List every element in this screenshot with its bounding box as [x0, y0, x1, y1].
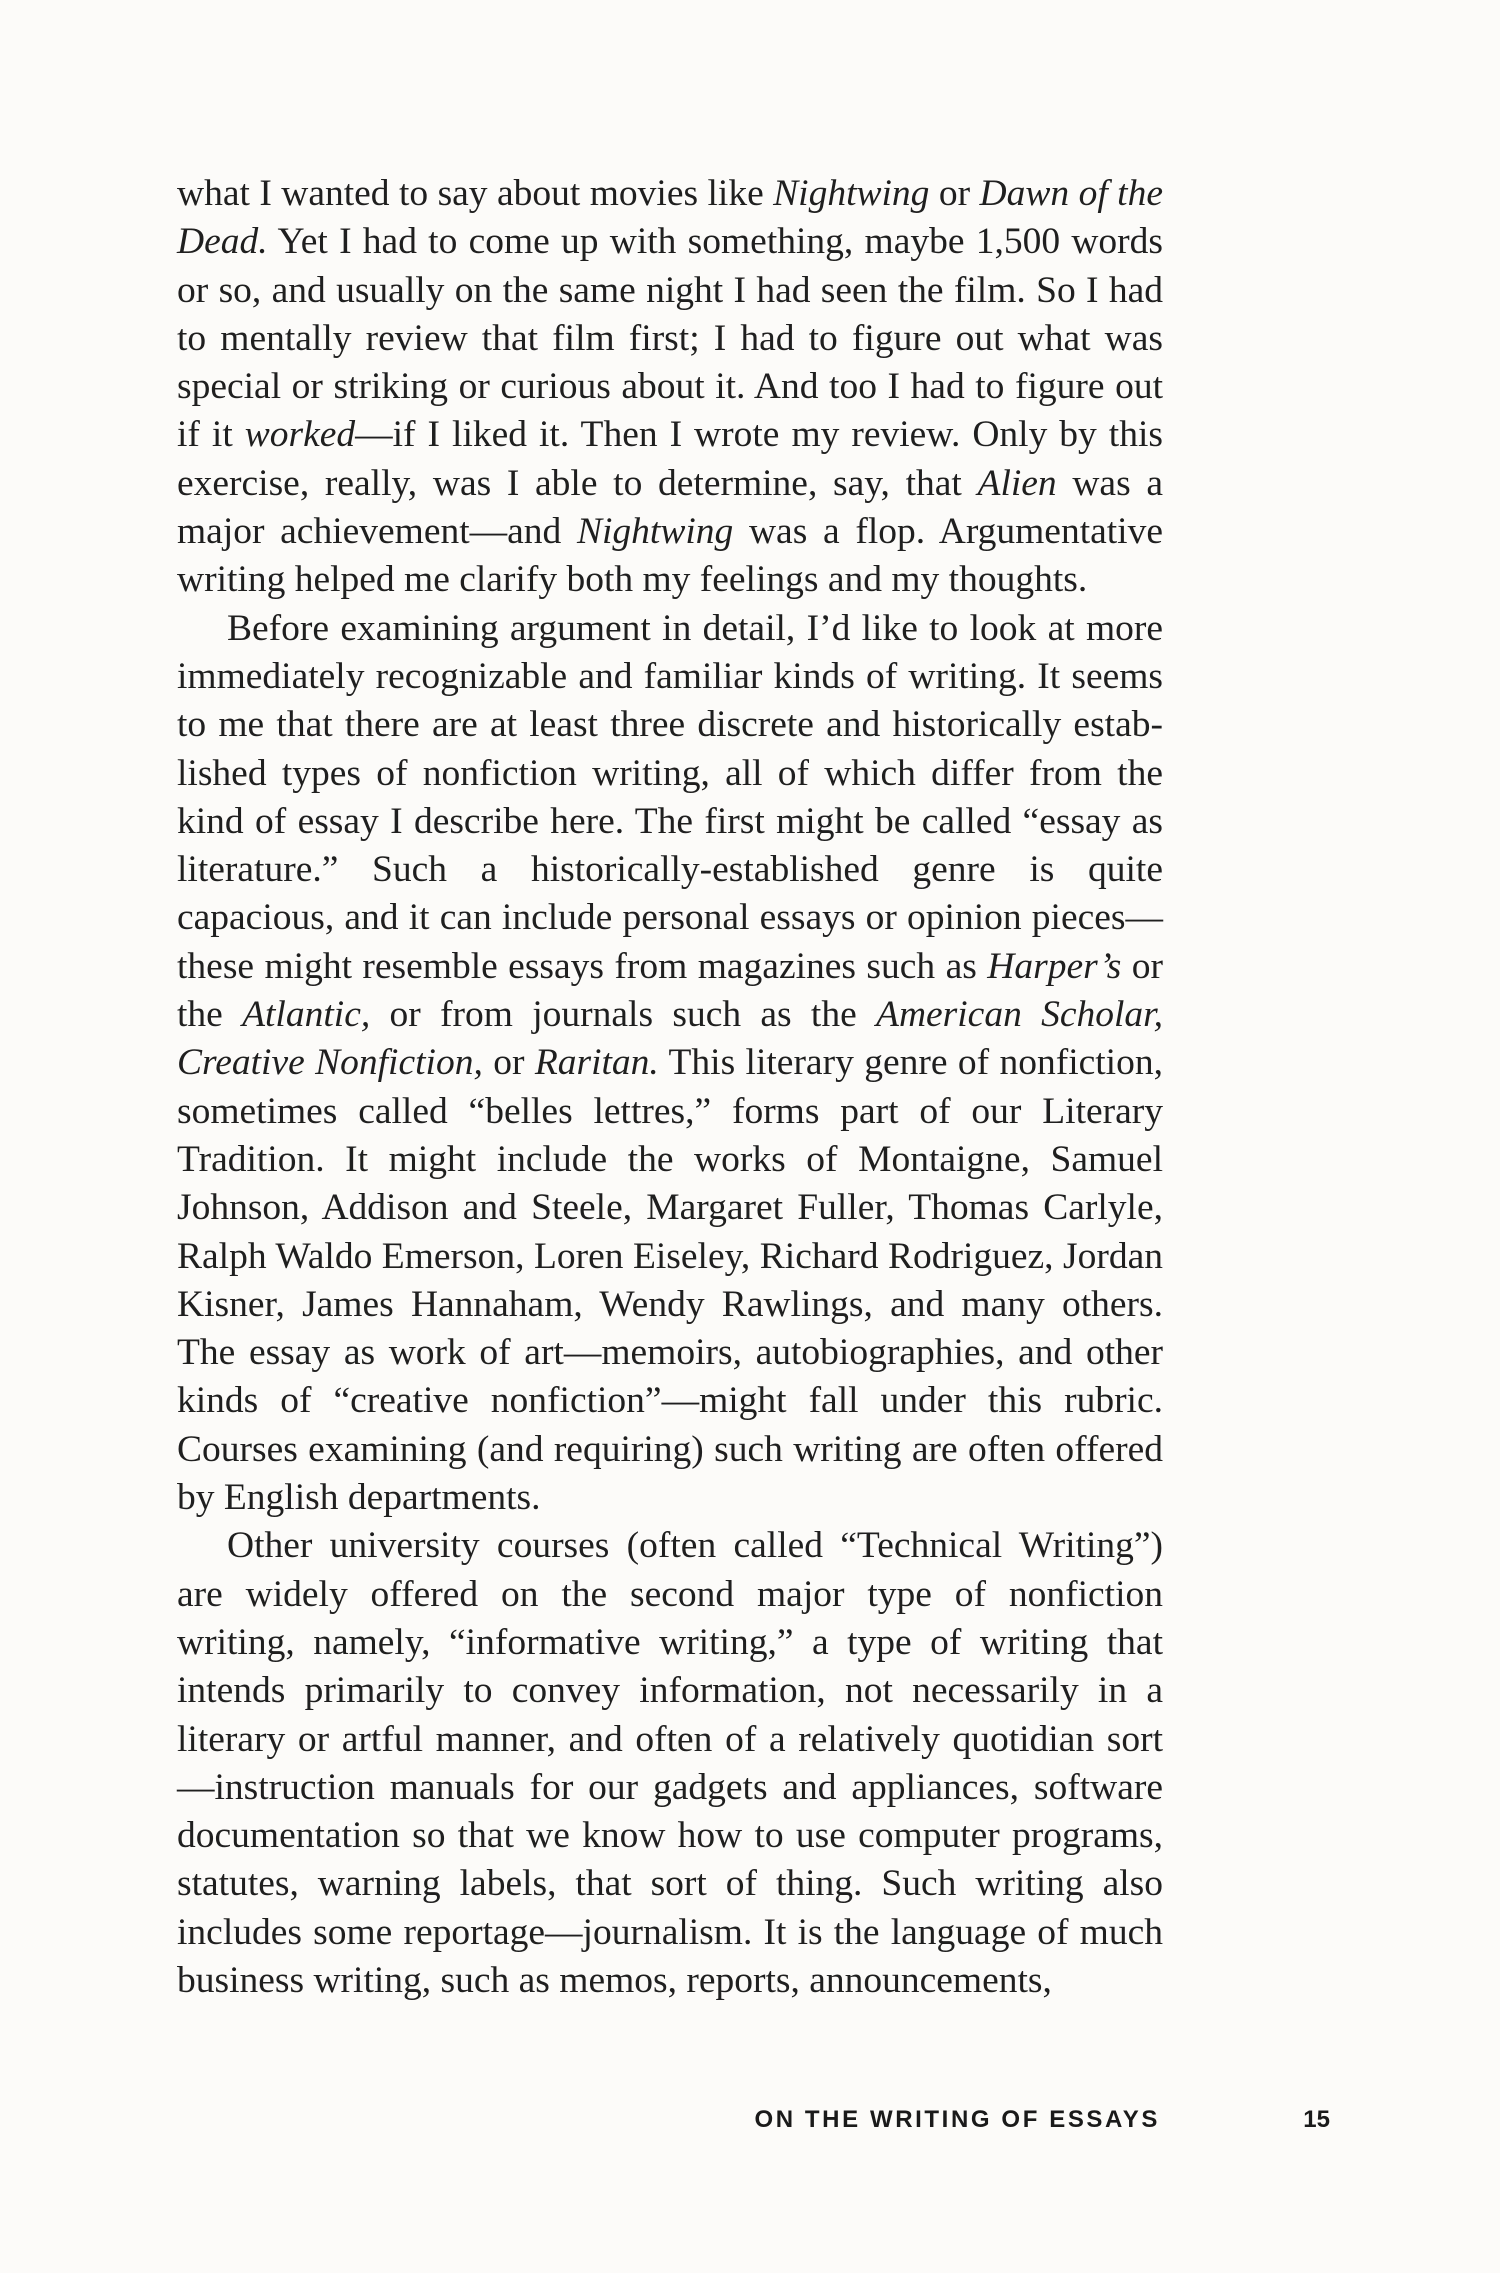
- italic-run: Raritan.: [534, 1042, 659, 1084]
- paragraph-3: [177, 1522, 1163, 2005]
- italic-run: American Scholar, Creative Nonfiction,: [177, 994, 1163, 1084]
- italic-run: Atlantic,: [242, 994, 371, 1036]
- paragraph-1: [177, 170, 1163, 605]
- text-run: This literary genre of nonfiction, sometimes called “belles lettres,” forms part of our Literary Tradition. It might include the works of Montaigne, Samuel Johnson, Addison and Steele, Margaret Fuller, Thomas Carlyle, Ralph Waldo Emerson, Loren Eiseley, Richard Rodriguez, Jordan Kisner, James Hannaham, Wendy Rawlings, and many others. The essay as work of art—memoirs, autobiographies, and other kinds of “creative nonfiction”—might fall under this rubric. Courses examining (and requiring) such writing are often offered by English departments.: [177, 1042, 1163, 1519]
- paragraph-2: [177, 605, 1163, 1523]
- text-run: —if I liked it. Then I wrote my review. Only by this exercise, really, was I able to determine, say, that: [177, 414, 1163, 504]
- italic-run: worked: [244, 414, 356, 456]
- italic-run: Harper’s: [987, 945, 1122, 987]
- text-run: was a flop. Argumentative writing helped me clarify both my feelings and my thoughts.: [177, 511, 1163, 601]
- italic-run: Nightwing: [773, 173, 930, 214]
- text-run: was a major achievement—and: [177, 462, 1163, 553]
- page-number: 15: [1303, 2106, 1330, 2133]
- italic-run: Dawn of the Dead.: [177, 173, 1163, 263]
- text-run: Other university courses (often called “Technical Writing”) are widely offered on the second major type of nonfiction writing, namely, “informative writing,” a type of writing that intends primarily to convey information, not necessarily in a literary or artful manner, and often of a relatively quotidian sort—instruction manuals for our gadgets and appliances, software documentation so that we know how to use computer programs, statutes, warning labels, that sort of thing. Such writing also includes some reportage—journalism. It is the language of much business writing, such as memos, reports, announcements,: [177, 1525, 1163, 2001]
- text-run: or: [929, 173, 980, 214]
- italic-run: Nightwing: [577, 511, 734, 553]
- body-text: [177, 170, 1163, 2005]
- running-footer-title: ON THE WRITING OF ESSAYS: [754, 2106, 1160, 2133]
- text-run: Yet I had to come up with something, maybe 1,500 words or so, and usually on the same night I had seen the film. So I had to mentally review that film first; I had to figure out what was special or striking or curious about it. And too I had to figure out if it: [177, 221, 1163, 456]
- text-run: what I wanted to say about movies like: [177, 173, 774, 214]
- text-run: or the: [177, 945, 1163, 1036]
- text-run: Before examining argument in detail, I’d like to look at more immediately recognizable and familiar kinds of writing. It seems to me that there are at least three discrete and historically established types of nonfiction writing, all of which differ from the kind of essay I describe here. The first might be called “essay as literature.” Such a historically-established genre is quite capacious, and it can include personal essays or opinion pieces—these might resemble essays from magazines such as: [177, 607, 1163, 987]
- text-run: or: [482, 1042, 535, 1084]
- italic-run: Alien: [977, 462, 1057, 504]
- text-run: or from journals such as the: [370, 994, 877, 1036]
